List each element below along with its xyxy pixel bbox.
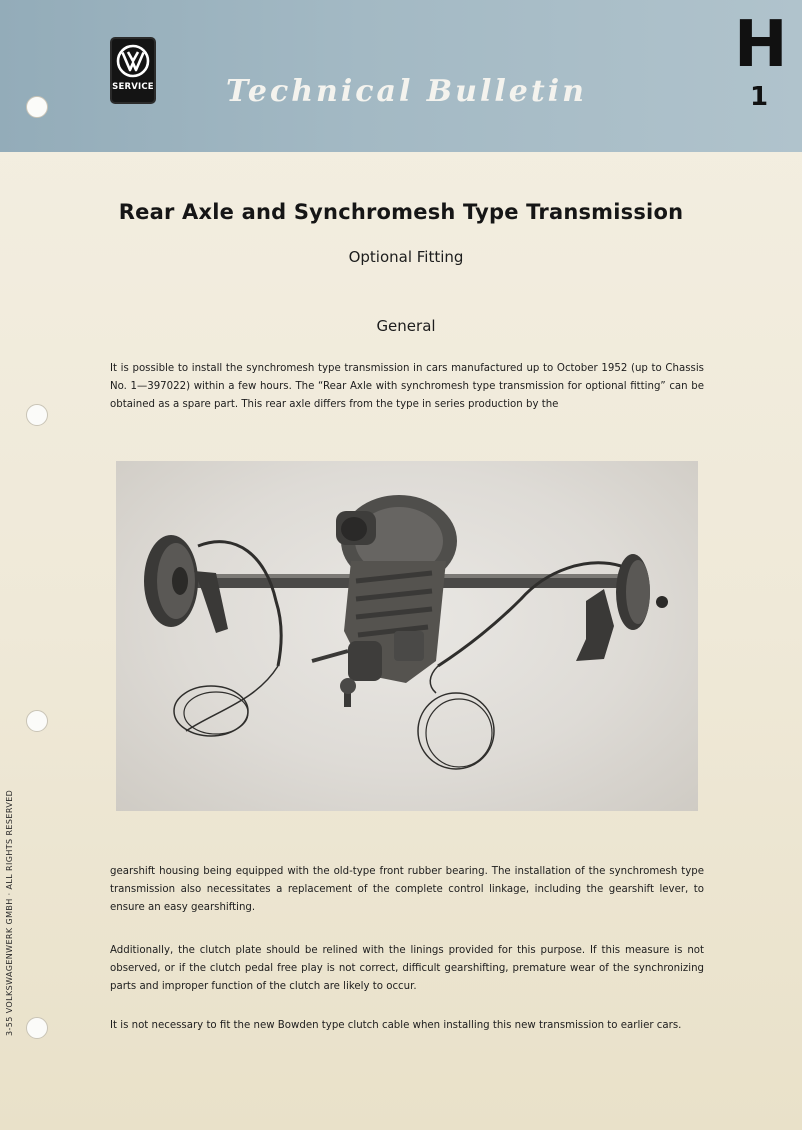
side-copyright-note: 3-55 VOLKSWAGENWERK GMBH · ALL RIGHTS RESERVED	[5, 789, 14, 1036]
paragraph-clutch: Additionally, the clutch plate should be relined with the linings provided for this purpose. If this measure is not observed, or if the clutch pedal free play is not correct, difficult gearshifting, premature wear of the synchronizing parts and improper function of the clutch are likely to occur.	[110, 945, 704, 992]
rear-axle-photo	[116, 461, 698, 811]
punch-hole	[26, 404, 48, 426]
paragraph-cable: It is not necessary to fit the new Bowden type clutch cable when installing this new transmission to earlier cars.	[110, 1020, 682, 1031]
punch-hole	[26, 710, 48, 732]
logo-service-label: SERVICE	[112, 82, 154, 92]
rear-axle-illustration	[116, 461, 698, 811]
vw-emblem-icon	[116, 44, 150, 78]
section-heading: General	[376, 317, 436, 335]
header-band	[0, 0, 802, 152]
punch-hole	[26, 1017, 48, 1039]
document-title: Rear Axle and Synchromesh Type Transmission	[118, 200, 684, 224]
punch-hole	[26, 96, 48, 118]
paragraph-intro: It is possible to install the synchromesh type transmission in cars manufactured up to October 1952 (up to Chassis No. 1—397022) within a few hours. The “Rear Axle with synchromesh type transmission for optional fitting” can be obtained as a spare part. This rear axle differs from the type in series production by the	[110, 363, 704, 410]
section-number: 1	[750, 82, 769, 112]
vw-service-logo	[110, 37, 156, 104]
bulletin-title: Technical Bulletin	[226, 74, 587, 109]
document-subtitle: Optional Fitting	[348, 248, 464, 266]
section-letter: H	[734, 8, 788, 82]
paragraph-gearshift: gearshift housing being equipped with the old-type front rubber bearing. The installation of the synchromesh type transmission also necessitates a replacement of the complete control linkage, including the gearshift lever, to ensure an easy gearshifting.	[110, 866, 704, 913]
